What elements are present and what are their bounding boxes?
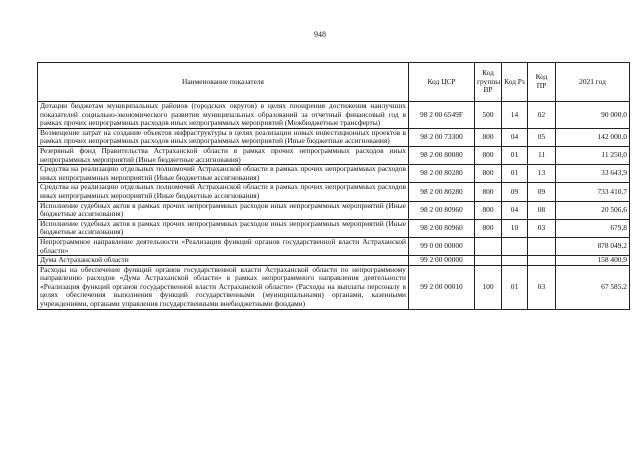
row-rz: 09 (502, 183, 528, 201)
row-vr: 100 (475, 265, 502, 309)
row-amount: 142 000,0 (556, 128, 630, 146)
table-row (38, 256, 630, 266)
row-vr: 800 (475, 128, 502, 146)
header-year: 2021 год (556, 63, 630, 102)
row-amount: 33 643,9 (556, 165, 630, 183)
row-amount: 20 506,6 (556, 201, 630, 219)
row-pr: 02 (528, 102, 556, 129)
row-name: Дотации бюджетам муниципальных районов (городских округов) в целях поощрения достижения наилучших показателей социально-экономического развития муниципальных образований за отчетный финансовый год в рамках прочих непрограммных расходов иных непрограммных мероприятий (Межбюджетные трансферты) (38, 102, 409, 129)
table-row (38, 165, 630, 183)
row-name: Дума Астраханской области (38, 256, 409, 266)
row-name: Непрограммное направление деятельности «Реализация функций органов государственной власти Астраханской области» (38, 237, 409, 255)
row-name: Средства на реализацию отдельных полномочий Астраханской области в рамках прочих непрограммных расходов иных непрограммных мероприятий (Иные бюджетные ассигнования) (38, 165, 409, 183)
table-header-row (38, 63, 630, 102)
page-number: 948 (314, 30, 326, 39)
row-csr: 98 2 00 80960 (409, 219, 475, 237)
row-csr: 98 2 00 80960 (409, 201, 475, 219)
row-vr (475, 237, 502, 255)
row-name: Исполнение судебных актов в рамках прочих непрограммных расходов иных непрограммных мероприятий (Иные бюджетные ассигнования) (38, 219, 409, 237)
row-pr (528, 237, 556, 255)
row-vr: 800 (475, 146, 502, 164)
row-rz: 01 (502, 165, 528, 183)
row-amount: 158 400,9 (556, 256, 630, 266)
row-name: Резервный фонд Правительства Астраханской области в рамках прочих непрограммных расходов иных непрограммных мероприятий (Иные бюджетные ассигнования) (38, 146, 409, 164)
table-body (38, 102, 630, 310)
row-name: Расходы на обеспечение функций органов государственной власти Астраханской области по непрограммному направлению расходов «Дума Астраханской области» в рамках непрограммного направления деятельности «Реализация функций органов государственной власти Астраханской области» (Расходы на выплаты персоналу в целях обеспечения выполнения функций государственными (муниципальными) органами, казенными учреждениями, органами управления государственными внебюджетными фондами) (38, 265, 409, 309)
row-rz: 14 (502, 102, 528, 129)
row-vr: 800 (475, 219, 502, 237)
row-rz (502, 237, 528, 255)
table-row (38, 183, 630, 201)
row-name: Возмещение затрат на создание объектов инфраструктуры в целях реализации новых инвестиционных проектов в рамках прочих непрограммных расходов иных непрограммных мероприятий (Иные бюджетные ассигнования) (38, 128, 409, 146)
table-row (38, 146, 630, 164)
header-csr: Код ЦСР (409, 63, 475, 102)
row-pr: 03 (528, 265, 556, 309)
row-amount: 90 000,0 (556, 102, 630, 129)
row-amount: 733 410,7 (556, 183, 630, 201)
row-csr: 98 2 00 6549F (409, 102, 475, 129)
table-row (38, 265, 630, 309)
row-amount: 878 049,2 (556, 237, 630, 255)
row-vr (475, 256, 502, 266)
header-name: Наименование показателя (38, 63, 409, 102)
row-rz: 04 (502, 128, 528, 146)
row-csr: 98 2 00 73300 (409, 128, 475, 146)
row-pr: 09 (528, 183, 556, 201)
row-amount: 67 585,2 (556, 265, 630, 309)
row-amount: 679,8 (556, 219, 630, 237)
table-row (38, 201, 630, 219)
row-csr: 98 2 00 80280 (409, 183, 475, 201)
row-csr: 99 2 00 00000 (409, 256, 475, 266)
budget-table (37, 62, 630, 310)
row-vr: 800 (475, 165, 502, 183)
row-rz (502, 256, 528, 266)
table-row (38, 237, 630, 255)
row-csr: 99 0 00 00000 (409, 237, 475, 255)
table-row (38, 128, 630, 146)
row-pr: 08 (528, 201, 556, 219)
row-vr: 800 (475, 183, 502, 201)
header-rz: Код Рз (502, 63, 528, 102)
table-row (38, 102, 630, 129)
row-vr: 500 (475, 102, 502, 129)
table-row (38, 219, 630, 237)
row-pr: 13 (528, 165, 556, 183)
row-csr: 99 2 00 00010 (409, 265, 475, 309)
header-vr: Код группы ВР (475, 63, 502, 102)
header-pr: Код ПР (528, 63, 556, 102)
row-csr: 98 2 00 80280 (409, 165, 475, 183)
row-vr: 800 (475, 201, 502, 219)
row-pr: 05 (528, 128, 556, 146)
row-name: Исполнение судебных актов в рамках прочих непрограммных расходов иных непрограммных мероприятий (Иные бюджетные ассигнования) (38, 201, 409, 219)
row-csr: 98 2 00 80080 (409, 146, 475, 164)
row-rz: 10 (502, 219, 528, 237)
row-rz: 01 (502, 265, 528, 309)
row-pr (528, 256, 556, 266)
row-amount: 11 250,0 (556, 146, 630, 164)
row-rz: 04 (502, 201, 528, 219)
row-pr: 11 (528, 146, 556, 164)
row-rz: 01 (502, 146, 528, 164)
row-name: Средства на реализацию отдельных полномочий Астраханской области в рамках прочих непрограммных расходов иных непрограммных мероприятий (Иные бюджетные ассигнования) (38, 183, 409, 201)
row-pr: 03 (528, 219, 556, 237)
